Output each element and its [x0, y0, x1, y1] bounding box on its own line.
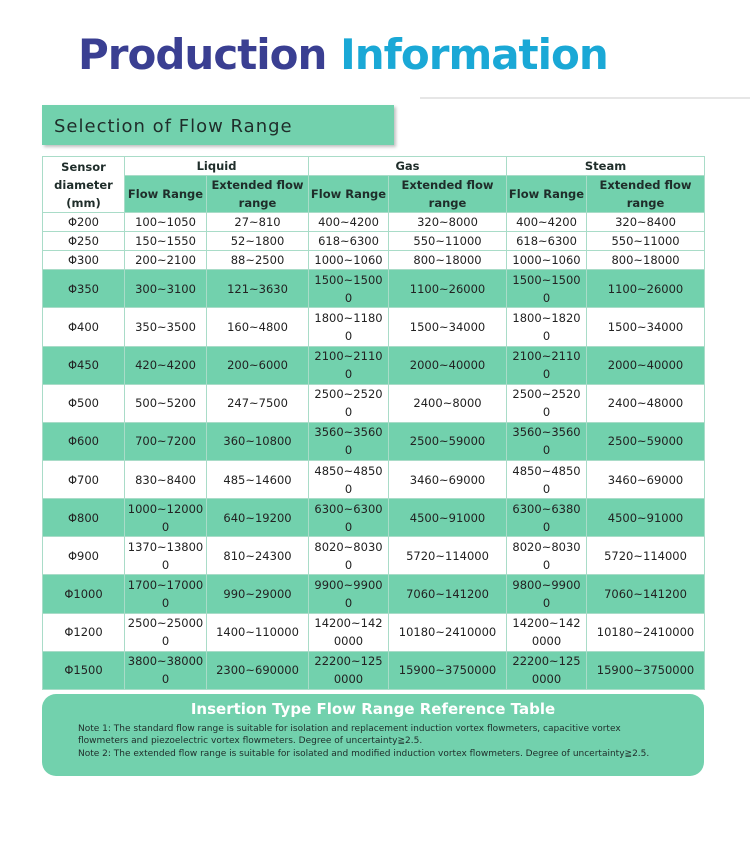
cell-steam-extended: 3460~69000	[587, 461, 705, 499]
note-1: Note 1: The standard flow range is suitable for isolation and replacement induction vortex flowmeters, capacitive vortex flowmeters and piezoelectric vortex flowmeters. Degree of uncertainty≧2.5.	[78, 724, 621, 746]
cell-gas-flow-range: 14200~1420000	[309, 613, 389, 651]
cell-liquid-flow-range: 300~3100	[125, 270, 207, 308]
cell-liquid-flow-range: 1000~120000	[125, 499, 207, 537]
cell-steam-flow-range: 22200~1250000	[507, 651, 587, 689]
section-title: Selection of Flow Range	[54, 116, 293, 137]
cell-steam-extended: 10180~2410000	[587, 613, 705, 651]
cell-steam-flow-range: 2500~25200	[507, 384, 587, 422]
cell-liquid-extended: 247~7500	[207, 384, 309, 422]
cell-liquid-extended: 27~810	[207, 213, 309, 232]
cell-gas-flow-range: 1000~1060	[309, 251, 389, 270]
header-steam: Steam	[507, 157, 705, 176]
table-row	[43, 461, 705, 499]
cell-liquid-flow-range: 3800~380000	[125, 651, 207, 689]
note-2: Note 2: The extended flow range is suitable for isolated and modified induction vortex flowmeters. Degree of uncertainty≧2.5.	[78, 749, 650, 759]
section-heading	[42, 105, 394, 145]
table-row	[43, 384, 705, 422]
cell-gas-extended: 320~8000	[389, 213, 507, 232]
cell-liquid-extended: 52~1800	[207, 232, 309, 251]
cell-liquid-extended: 160~4800	[207, 308, 309, 346]
cell-liquid-extended: 1400~110000	[207, 613, 309, 651]
cell-gas-extended: 10180~2410000	[389, 613, 507, 651]
cell-sensor-diameter: Φ500	[43, 384, 125, 422]
cell-gas-flow-range: 618~6300	[309, 232, 389, 251]
cell-liquid-flow-range: 700~7200	[125, 422, 207, 460]
cell-gas-extended: 2500~59000	[389, 422, 507, 460]
sensor-header-line-1: Sensor	[61, 159, 106, 174]
cell-steam-flow-range: 2100~21100	[507, 346, 587, 384]
sensor-header-line-3: (mm)	[66, 195, 101, 210]
notes-panel	[42, 694, 704, 776]
cell-steam-flow-range: 400~4200	[507, 213, 587, 232]
cell-gas-flow-range: 22200~1250000	[309, 651, 389, 689]
header-steam-extended: Extended flow range	[587, 176, 705, 213]
table-row	[43, 422, 705, 460]
cell-gas-extended: 550~11000	[389, 232, 507, 251]
table-row	[43, 613, 705, 651]
header-liquid-extended: Extended flow range	[207, 176, 309, 213]
sensor-header-line-2: diameter	[54, 177, 113, 192]
table-row	[43, 537, 705, 575]
header-liquid-flow-range: Flow Range	[125, 176, 207, 213]
cell-steam-extended: 15900~3750000	[587, 651, 705, 689]
cell-gas-extended: 2000~40000	[389, 346, 507, 384]
header-liquid: Liquid	[125, 157, 309, 176]
table-row	[43, 651, 705, 689]
cell-liquid-extended: 810~24300	[207, 537, 309, 575]
cell-sensor-diameter: Φ250	[43, 232, 125, 251]
cell-steam-extended: 7060~141200	[587, 575, 705, 613]
table-row	[43, 346, 705, 384]
cell-gas-flow-range: 6300~63000	[309, 499, 389, 537]
cell-steam-extended: 2500~59000	[587, 422, 705, 460]
cell-gas-extended: 4500~91000	[389, 499, 507, 537]
cell-gas-extended: 1500~34000	[389, 308, 507, 346]
cell-liquid-extended: 88~2500	[207, 251, 309, 270]
cell-steam-flow-range: 1800~18200	[507, 308, 587, 346]
cell-gas-extended: 2400~8000	[389, 384, 507, 422]
table-row	[43, 270, 705, 308]
cell-steam-flow-range: 1500~15000	[507, 270, 587, 308]
cell-gas-flow-range: 9900~99000	[309, 575, 389, 613]
cell-steam-extended: 1500~34000	[587, 308, 705, 346]
cell-gas-flow-range: 2500~25200	[309, 384, 389, 422]
cell-liquid-flow-range: 420~4200	[125, 346, 207, 384]
header-gas-extended: Extended flow range	[389, 176, 507, 213]
cell-steam-extended: 550~11000	[587, 232, 705, 251]
cell-liquid-flow-range: 200~2100	[125, 251, 207, 270]
cell-sensor-diameter: Φ1200	[43, 613, 125, 651]
cell-sensor-diameter: Φ900	[43, 537, 125, 575]
cell-steam-extended: 4500~91000	[587, 499, 705, 537]
cell-sensor-diameter: Φ300	[43, 251, 125, 270]
cell-steam-flow-range: 8020~80300	[507, 537, 587, 575]
cell-liquid-flow-range: 2500~250000	[125, 613, 207, 651]
cell-gas-extended: 3460~69000	[389, 461, 507, 499]
cell-steam-extended: 2000~40000	[587, 346, 705, 384]
cell-liquid-extended: 121~3630	[207, 270, 309, 308]
cell-liquid-flow-range: 830~8400	[125, 461, 207, 499]
header-gas-flow-range: Flow Range	[309, 176, 389, 213]
cell-sensor-diameter: Φ700	[43, 461, 125, 499]
notes-title: Insertion Type Flow Range Reference Table	[190, 700, 556, 718]
cell-steam-extended: 2400~48000	[587, 384, 705, 422]
cell-liquid-flow-range: 100~1050	[125, 213, 207, 232]
cell-liquid-extended: 485~14600	[207, 461, 309, 499]
page-title	[78, 30, 608, 79]
header-divider	[420, 97, 750, 99]
cell-liquid-extended: 2300~690000	[207, 651, 309, 689]
title-word-production: Production	[78, 30, 327, 79]
cell-liquid-extended: 200~6000	[207, 346, 309, 384]
cell-liquid-flow-range: 350~3500	[125, 308, 207, 346]
cell-liquid-extended: 640~19200	[207, 499, 309, 537]
cell-gas-extended: 1100~26000	[389, 270, 507, 308]
flow-range-table	[42, 156, 705, 690]
cell-gas-flow-range: 400~4200	[309, 213, 389, 232]
cell-liquid-flow-range: 500~5200	[125, 384, 207, 422]
cell-liquid-extended: 360~10800	[207, 422, 309, 460]
cell-liquid-extended: 990~29000	[207, 575, 309, 613]
table-row	[43, 213, 705, 232]
header-sensor-diameter	[43, 157, 125, 213]
cell-sensor-diameter: Φ450	[43, 346, 125, 384]
cell-sensor-diameter: Φ400	[43, 308, 125, 346]
cell-gas-flow-range: 4850~48500	[309, 461, 389, 499]
cell-steam-flow-range: 9800~99000	[507, 575, 587, 613]
cell-gas-flow-range: 8020~80300	[309, 537, 389, 575]
table-row	[43, 232, 705, 251]
cell-liquid-flow-range: 150~1550	[125, 232, 207, 251]
header-steam-flow-range: Flow Range	[507, 176, 587, 213]
table-row	[43, 251, 705, 270]
cell-steam-extended: 320~8400	[587, 213, 705, 232]
cell-steam-flow-range: 6300~63800	[507, 499, 587, 537]
header-gas: Gas	[309, 157, 507, 176]
cell-gas-flow-range: 3560~35600	[309, 422, 389, 460]
cell-steam-flow-range: 4850~48500	[507, 461, 587, 499]
cell-steam-extended: 1100~26000	[587, 270, 705, 308]
table-row	[43, 575, 705, 613]
cell-steam-flow-range: 1000~1060	[507, 251, 587, 270]
cell-sensor-diameter: Φ800	[43, 499, 125, 537]
cell-sensor-diameter: Φ600	[43, 422, 125, 460]
cell-gas-flow-range: 1800~11800	[309, 308, 389, 346]
title-word-information: Information	[340, 30, 608, 79]
cell-steam-extended: 800~18000	[587, 251, 705, 270]
cell-steam-flow-range: 14200~1420000	[507, 613, 587, 651]
cell-gas-flow-range: 2100~21100	[309, 346, 389, 384]
cell-sensor-diameter: Φ350	[43, 270, 125, 308]
cell-sensor-diameter: Φ1000	[43, 575, 125, 613]
cell-liquid-flow-range: 1370~138000	[125, 537, 207, 575]
table-row	[43, 499, 705, 537]
cell-gas-extended: 15900~3750000	[389, 651, 507, 689]
table-row	[43, 308, 705, 346]
cell-gas-extended: 800~18000	[389, 251, 507, 270]
cell-steam-flow-range: 618~6300	[507, 232, 587, 251]
cell-steam-flow-range: 3560~35600	[507, 422, 587, 460]
cell-gas-flow-range: 1500~15000	[309, 270, 389, 308]
cell-sensor-diameter: Φ200	[43, 213, 125, 232]
cell-gas-extended: 7060~141200	[389, 575, 507, 613]
cell-gas-extended: 5720~114000	[389, 537, 507, 575]
cell-sensor-diameter: Φ1500	[43, 651, 125, 689]
cell-liquid-flow-range: 1700~170000	[125, 575, 207, 613]
cell-steam-extended: 5720~114000	[587, 537, 705, 575]
